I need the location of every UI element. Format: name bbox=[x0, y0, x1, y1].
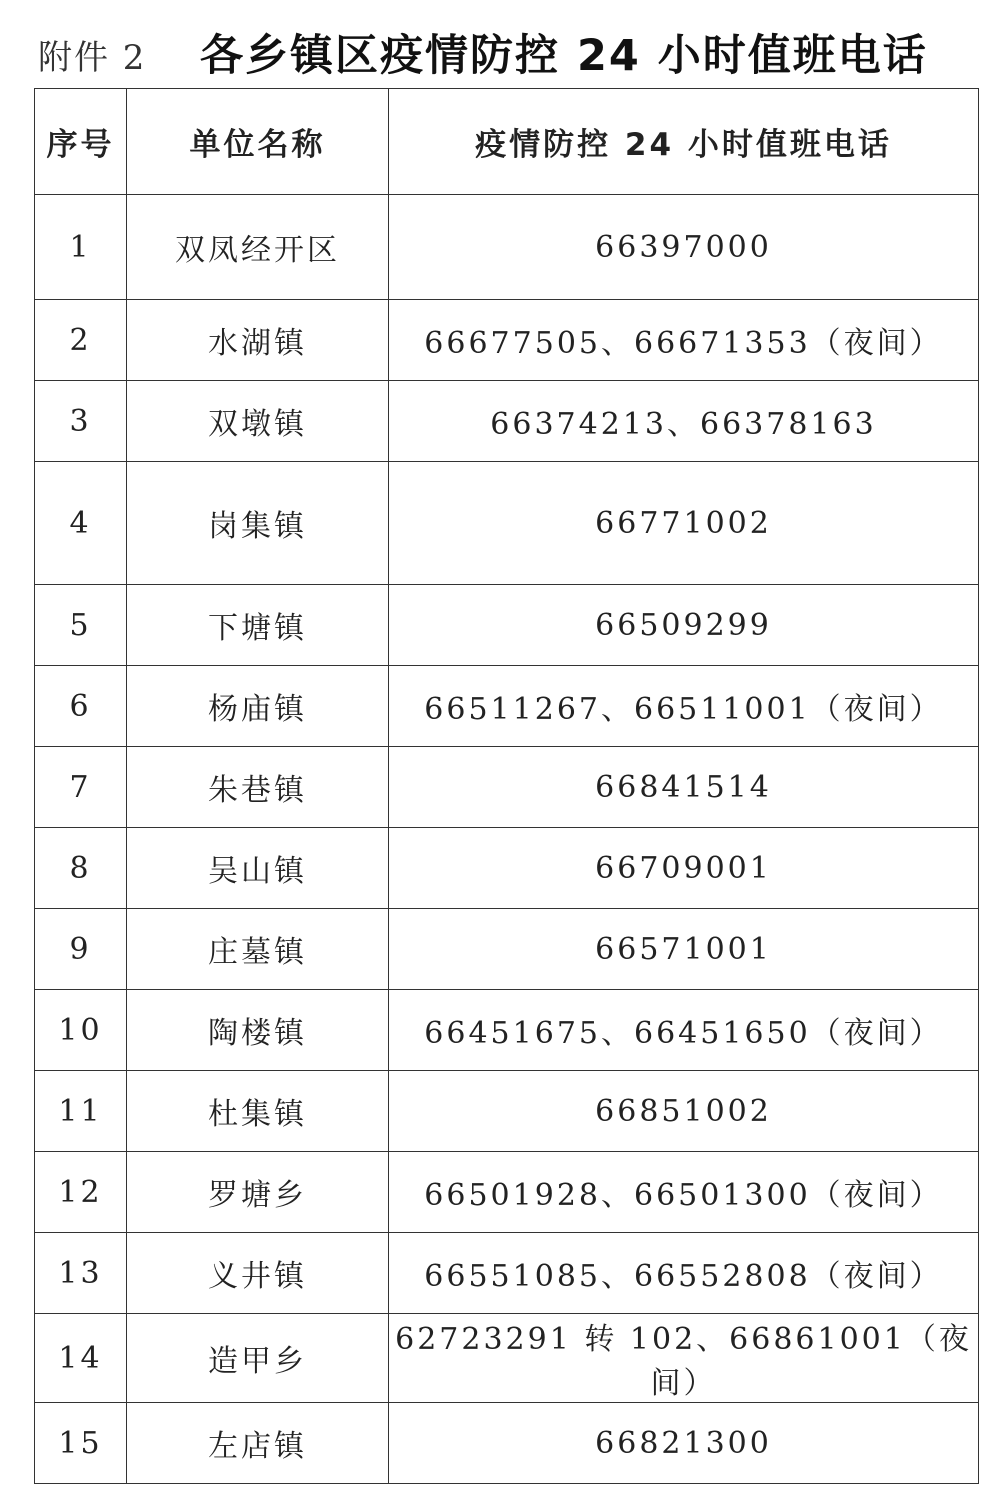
duty-phone: 66709001 bbox=[389, 828, 979, 909]
duty-phone: 66841514 bbox=[389, 747, 979, 828]
table-row bbox=[35, 909, 979, 990]
duty-phone: 66771002 bbox=[389, 462, 979, 585]
table-row bbox=[35, 300, 979, 381]
row-number: 6 bbox=[35, 666, 127, 747]
unit-name: 吴山镇 bbox=[127, 828, 389, 909]
unit-name: 庄墓镇 bbox=[127, 909, 389, 990]
row-number: 5 bbox=[35, 585, 127, 666]
unit-name: 陶楼镇 bbox=[127, 990, 389, 1071]
duty-phone-table bbox=[34, 88, 979, 1484]
unit-name: 朱巷镇 bbox=[127, 747, 389, 828]
table-row bbox=[35, 828, 979, 909]
duty-phone: 66451675、66451650（夜间） bbox=[389, 990, 979, 1071]
unit-name: 双凤经开区 bbox=[127, 195, 389, 300]
table-header-row bbox=[35, 89, 979, 195]
duty-phone: 62723291 转 102、66861001（夜间） bbox=[389, 1314, 979, 1403]
row-number: 9 bbox=[35, 909, 127, 990]
row-number: 15 bbox=[35, 1403, 127, 1484]
duty-phone: 66501928、66501300（夜间） bbox=[389, 1152, 979, 1233]
duty-phone: 66821300 bbox=[389, 1403, 979, 1484]
table-row bbox=[35, 1314, 979, 1403]
duty-phone: 66551085、66552808（夜间） bbox=[389, 1233, 979, 1314]
column-header-unit: 单位名称 bbox=[127, 89, 389, 195]
row-number: 2 bbox=[35, 300, 127, 381]
unit-name: 岗集镇 bbox=[127, 462, 389, 585]
row-number: 10 bbox=[35, 990, 127, 1071]
unit-name: 义井镇 bbox=[127, 1233, 389, 1314]
table-row bbox=[35, 666, 979, 747]
table-row bbox=[35, 1403, 979, 1484]
unit-name: 下塘镇 bbox=[127, 585, 389, 666]
unit-name: 造甲乡 bbox=[127, 1314, 389, 1403]
row-number: 11 bbox=[35, 1071, 127, 1152]
row-number: 12 bbox=[35, 1152, 127, 1233]
table-row bbox=[35, 747, 979, 828]
row-number: 13 bbox=[35, 1233, 127, 1314]
table-row bbox=[35, 990, 979, 1071]
document-header bbox=[0, 22, 1000, 82]
table-row bbox=[35, 1233, 979, 1314]
row-number: 7 bbox=[35, 747, 127, 828]
row-number: 8 bbox=[35, 828, 127, 909]
table-row bbox=[35, 1152, 979, 1233]
row-number: 4 bbox=[35, 462, 127, 585]
duty-phone: 66397000 bbox=[389, 195, 979, 300]
document-title: 各乡镇区疫情防控 24 小时值班电话 bbox=[200, 31, 928, 81]
unit-name: 杜集镇 bbox=[127, 1071, 389, 1152]
duty-phone: 66511267、66511001（夜间） bbox=[389, 666, 979, 747]
attachment-label: 附件 2 bbox=[38, 38, 147, 78]
unit-name: 水湖镇 bbox=[127, 300, 389, 381]
unit-name: 杨庙镇 bbox=[127, 666, 389, 747]
row-number: 14 bbox=[35, 1314, 127, 1403]
duty-phone: 66677505、66671353（夜间） bbox=[389, 300, 979, 381]
duty-phone: 66509299 bbox=[389, 585, 979, 666]
duty-phone: 66374213、66378163 bbox=[389, 381, 979, 462]
table-row bbox=[35, 195, 979, 300]
duty-phone: 66851002 bbox=[389, 1071, 979, 1152]
duty-phone: 66571001 bbox=[389, 909, 979, 990]
unit-name: 罗塘乡 bbox=[127, 1152, 389, 1233]
unit-name: 左店镇 bbox=[127, 1403, 389, 1484]
table-row bbox=[35, 462, 979, 585]
unit-name: 双墩镇 bbox=[127, 381, 389, 462]
row-number: 3 bbox=[35, 381, 127, 462]
row-number: 1 bbox=[35, 195, 127, 300]
table-row bbox=[35, 381, 979, 462]
column-header-phone: 疫情防控 24 小时值班电话 bbox=[389, 89, 979, 195]
column-header-number: 序号 bbox=[35, 89, 127, 195]
table-row bbox=[35, 1071, 979, 1152]
table-row bbox=[35, 585, 979, 666]
